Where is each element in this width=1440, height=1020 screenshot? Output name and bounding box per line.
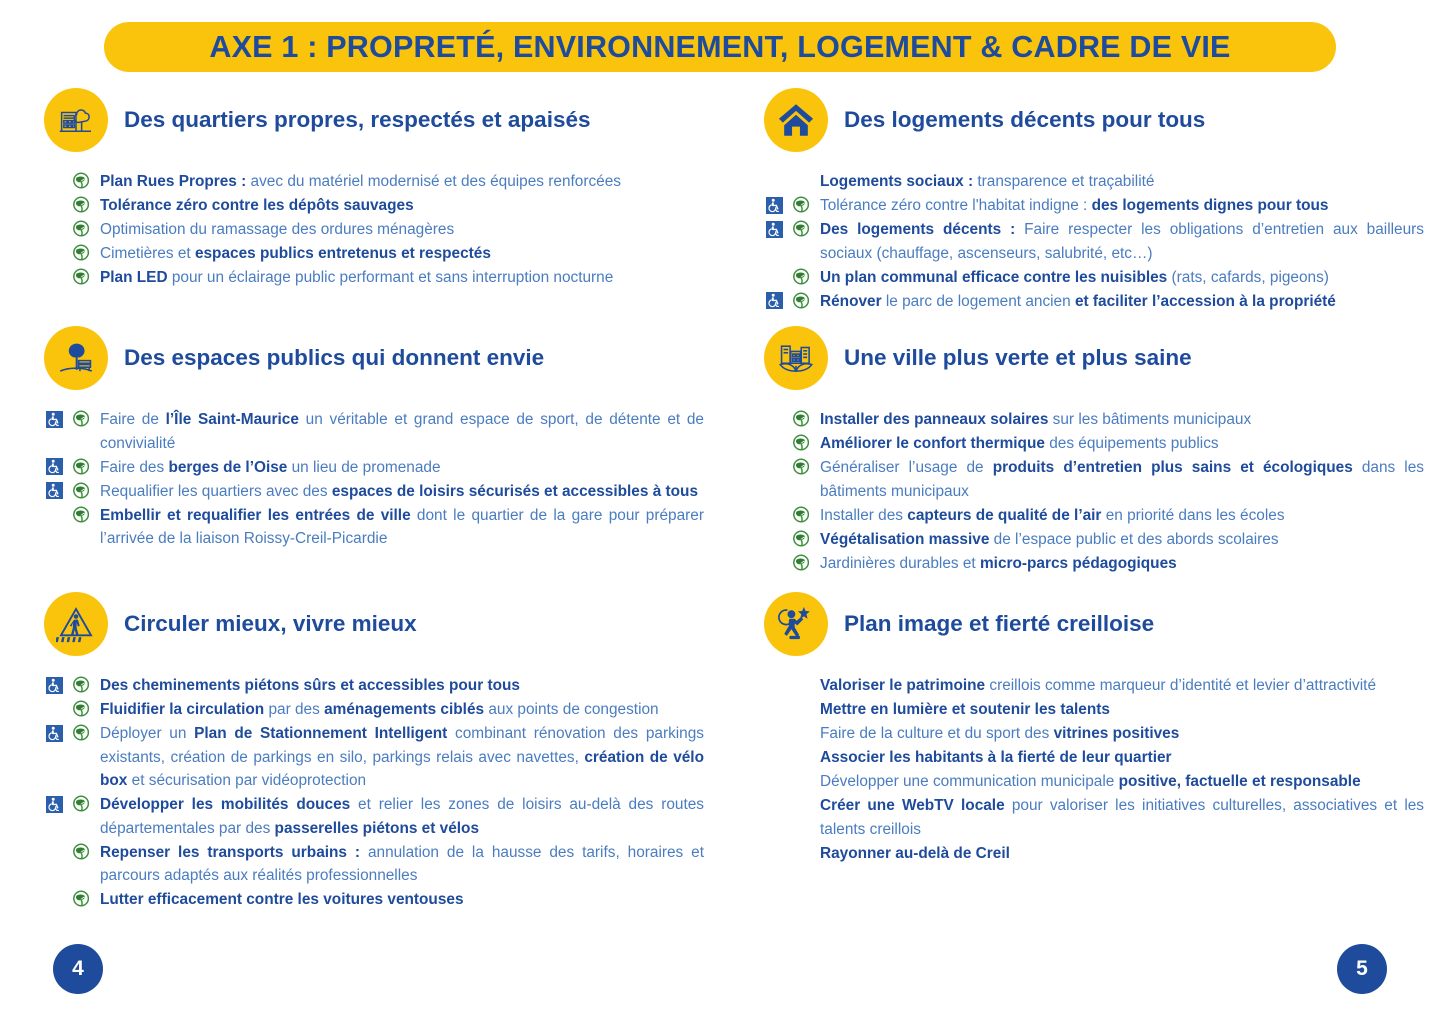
list-item xyxy=(44,504,704,551)
wheelchair-accessibility-icon xyxy=(46,796,63,813)
list-item xyxy=(764,528,1424,552)
list-item xyxy=(44,408,704,455)
emphasis-text: Des cheminements piétons sûrs et accessibles pour tous xyxy=(100,677,520,694)
emphasis-text: Repenser les transports urbains : xyxy=(100,843,361,861)
emphasis-text: produits d’entretien plus sains et écologiques xyxy=(992,459,1353,476)
list-item xyxy=(44,194,704,218)
list-item xyxy=(44,888,704,912)
list-item-text xyxy=(820,698,1424,722)
list-item-text xyxy=(820,194,1424,218)
wheelchair-accessibility-icon xyxy=(766,197,783,214)
emphasis-text: espaces de loisirs sécurisés et accessibles à tous xyxy=(331,482,699,500)
list-item xyxy=(764,408,1424,432)
list-item-text xyxy=(820,170,1424,194)
list-item-text xyxy=(820,770,1424,794)
body-text: le parc de logement ancien xyxy=(881,292,1075,310)
wheelchair-accessibility-icon xyxy=(766,292,783,309)
pedestrian-crossing-icon xyxy=(44,592,108,656)
body-text: de l’espace public et des abords scolaires xyxy=(989,530,1279,548)
eco-globe-leaf-icon xyxy=(792,433,811,452)
body-text: creillois comme marqueur d’identité et levier d’attractivité xyxy=(985,677,1376,694)
list-item-text xyxy=(100,888,704,912)
wheelchair-accessibility-icon xyxy=(46,725,63,742)
emphasis-text: Des logements décents : xyxy=(820,221,1016,238)
emphasis-text: capteurs de qualité de l’air xyxy=(907,506,1102,524)
list-item-text xyxy=(820,528,1424,552)
eco-globe-leaf-icon xyxy=(792,267,811,286)
green-city-icon xyxy=(764,326,828,390)
list-item-text xyxy=(100,722,704,793)
list-item-text xyxy=(820,408,1424,432)
eco-globe-leaf-icon xyxy=(792,409,811,428)
list-item-text xyxy=(820,746,1424,770)
list-item-text xyxy=(820,432,1424,456)
section-header xyxy=(44,326,704,390)
body-text: Faire des xyxy=(100,458,169,476)
body-text: Déployer un xyxy=(100,725,195,742)
list-item xyxy=(764,290,1424,314)
list-item-text xyxy=(100,480,704,504)
emphasis-text: création de vélo box xyxy=(100,748,704,789)
emphasis-text: Valoriser le patrimoine xyxy=(820,677,986,694)
emphasis-text: Fluidifier la circulation xyxy=(100,701,265,718)
body-text: Cimetières et xyxy=(100,245,195,262)
bullet-list xyxy=(764,408,1424,575)
body-text: Jardinières durables et xyxy=(820,554,980,572)
section-ville-verte xyxy=(764,326,1424,576)
body-text: pour valoriser les initiatives culturelles, associatives et les talents creillois xyxy=(820,797,1424,838)
wheelchair-accessibility-icon xyxy=(766,221,783,238)
wheelchair-accessibility-icon xyxy=(46,458,63,475)
section-logements-decents xyxy=(764,88,1424,314)
eco-globe-leaf-icon xyxy=(72,171,91,190)
emphasis-text: Plan de Stationnement Intelligent xyxy=(194,725,448,742)
bullet-list xyxy=(44,674,704,912)
body-text: un lieu de promenade xyxy=(287,458,441,476)
list-item-text xyxy=(100,194,704,218)
list-item xyxy=(764,842,1424,866)
list-item-text xyxy=(100,674,704,698)
emphasis-text: Un plan communal efficace contre les nuisibles xyxy=(820,268,1168,286)
list-item xyxy=(764,698,1424,722)
list-item xyxy=(764,504,1424,528)
emphasis-text: Plan Rues Propres : xyxy=(100,173,247,190)
eco-globe-leaf-icon xyxy=(72,243,91,262)
emphasis-text: Tolérance zéro contre les dépôts sauvages xyxy=(100,197,414,214)
axe-banner xyxy=(104,22,1336,72)
list-item xyxy=(764,674,1424,698)
list-item-text xyxy=(100,841,704,888)
list-item-text xyxy=(820,842,1424,866)
eco-globe-leaf-icon xyxy=(72,457,91,476)
eco-globe-leaf-icon xyxy=(72,219,91,238)
eco-globe-leaf-icon xyxy=(72,723,91,742)
emphasis-text: vitrines positives xyxy=(1053,725,1180,742)
list-item-text xyxy=(820,456,1424,503)
list-item-text xyxy=(100,793,704,840)
emphasis-text: berges de l’Oise xyxy=(168,458,288,476)
section-title: Des espaces publics qui donnent envie xyxy=(124,345,545,370)
body-text: un véritable et grand espace de sport, de détente et de convivialité xyxy=(100,411,704,452)
eco-globe-leaf-icon xyxy=(72,409,91,428)
list-item-text xyxy=(100,408,704,455)
emphasis-text: Rayonner au-delà de Creil xyxy=(820,844,1010,862)
body-text: et relier les zones de loisirs au-delà des routes départementales par des xyxy=(100,796,704,837)
list-item xyxy=(764,794,1424,841)
emphasis-text: Rénover xyxy=(820,292,882,310)
list-item-text xyxy=(100,170,704,194)
page-number-right: 5 xyxy=(1337,944,1387,994)
list-item xyxy=(764,218,1424,265)
list-item xyxy=(44,242,704,266)
body-text: Faire de xyxy=(100,411,166,428)
eco-globe-leaf-icon xyxy=(792,529,811,548)
body-text: par des xyxy=(264,701,325,718)
eco-globe-leaf-icon xyxy=(792,457,811,476)
eco-globe-leaf-icon xyxy=(72,889,91,908)
emphasis-text: Créer une WebTV locale xyxy=(820,797,1005,814)
body-text: Généraliser l’usage de xyxy=(820,459,993,476)
list-item xyxy=(764,746,1424,770)
wheelchair-accessibility-icon xyxy=(46,677,63,694)
list-item xyxy=(764,170,1424,194)
body-text: combinant rénovation des parkings existants, création de parkings en silo, parkings relais avec navettes, xyxy=(100,725,704,766)
eco-globe-leaf-icon xyxy=(72,675,91,694)
body-text: en priorité dans les écoles xyxy=(1101,506,1285,524)
emphasis-text: Associer les habitants à la fierté de leur quartier xyxy=(820,749,1172,766)
wheelchair-accessibility-icon xyxy=(46,482,63,499)
emphasis-text: micro-parcs pédagogiques xyxy=(979,554,1177,572)
emphasis-text: l’Île Saint-Maurice xyxy=(165,411,299,428)
list-item-text xyxy=(820,290,1424,314)
building-tree-icon xyxy=(44,88,108,152)
list-item xyxy=(764,266,1424,290)
section-header xyxy=(764,592,1424,656)
list-item xyxy=(44,266,704,290)
section-title: Des logements décents pour tous xyxy=(844,107,1206,132)
emphasis-text: Logements sociaux : xyxy=(820,173,974,190)
bullet-list xyxy=(764,674,1424,865)
house-icon xyxy=(764,88,828,152)
eco-globe-leaf-icon xyxy=(792,505,811,524)
section-quartiers-propres xyxy=(44,88,704,290)
list-item xyxy=(764,722,1424,746)
body-text: aux points de congestion xyxy=(484,701,659,718)
list-item-text xyxy=(820,674,1424,698)
eco-globe-leaf-icon xyxy=(72,505,91,524)
wheelchair-accessibility-icon xyxy=(46,411,63,428)
emphasis-text: Lutter efficacement contre les voitures ventouses xyxy=(100,891,464,908)
body-text: annulation de la hausse des tarifs, horaires et parcours adaptés aux réalités professionnelles xyxy=(100,843,704,884)
emphasis-text: Plan LED xyxy=(100,269,168,286)
eco-globe-leaf-icon xyxy=(792,291,811,310)
list-item xyxy=(44,218,704,242)
body-text: pour un éclairage public performant et sans interruption nocturne xyxy=(167,269,614,286)
bullet-list xyxy=(44,170,704,290)
list-item xyxy=(44,722,704,793)
list-item-text xyxy=(100,266,704,290)
body-text: Tolérance zéro contre l'habitat indigne : xyxy=(820,197,1092,214)
eco-globe-leaf-icon xyxy=(72,842,91,861)
body-text: Faire respecter les obligations d’entretien aux bailleurs sociaux (chauffage, ascenseurs, salubrité, etc…) xyxy=(820,221,1424,262)
list-item xyxy=(764,432,1424,456)
body-text: avec du matériel modernisé et des équipes renforcées xyxy=(246,173,621,190)
list-item-text xyxy=(100,698,704,722)
list-item xyxy=(764,770,1424,794)
eco-globe-leaf-icon xyxy=(72,481,91,500)
list-item xyxy=(764,552,1424,576)
bullet-list xyxy=(764,170,1424,313)
emphasis-text: passerelles piétons et vélos xyxy=(274,819,479,837)
body-text: dont le quartier de la gare pour préparer l’arrivée de la liaison Roissy-Creil-Picardie xyxy=(100,506,704,547)
body-text: (rats, cafards, pigeons) xyxy=(1167,268,1329,286)
emphasis-text: Installer des panneaux solaires xyxy=(820,411,1049,428)
eco-globe-leaf-icon xyxy=(792,195,811,214)
section-circuler-mieux xyxy=(44,592,704,912)
person-star-icon xyxy=(764,592,828,656)
page-number-left: 4 xyxy=(53,944,103,994)
body-text: Faire de la culture et du sport des xyxy=(820,725,1054,742)
emphasis-text: Améliorer le confort thermique xyxy=(820,435,1045,452)
list-item-text xyxy=(820,722,1424,746)
emphasis-text: Embellir et requalifier les entrées de ville xyxy=(100,506,411,524)
page-title: AXE 1 : PROPRETÉ, ENVIRONNEMENT, LOGEMENT & CADRE DE VIE xyxy=(209,29,1231,64)
section-title: Une ville plus verte et plus saine xyxy=(844,345,1192,370)
list-item xyxy=(44,456,704,480)
list-item xyxy=(44,480,704,504)
eco-globe-leaf-icon xyxy=(72,699,91,718)
section-header xyxy=(44,88,704,152)
emphasis-text: aménagements ciblés xyxy=(324,701,485,718)
emphasis-text: espaces publics entretenus et respectés xyxy=(194,245,491,262)
section-title: Des quartiers propres, respectés et apaisés xyxy=(124,107,591,132)
list-item xyxy=(44,170,704,194)
body-text: transparence et traçabilité xyxy=(973,173,1155,190)
list-item xyxy=(764,194,1424,218)
section-title: Circuler mieux, vivre mieux xyxy=(124,611,417,636)
eco-globe-leaf-icon xyxy=(792,219,811,238)
list-item-text xyxy=(820,266,1424,290)
list-item-text xyxy=(820,552,1424,576)
tree-bench-icon xyxy=(44,326,108,390)
body-text: Requalifier les quartiers avec des xyxy=(100,482,332,500)
bullet-list xyxy=(44,408,704,551)
emphasis-text: Mettre en lumière et soutenir les talents xyxy=(820,701,1110,718)
emphasis-text: Développer les mobilités douces xyxy=(100,796,351,813)
list-item-text xyxy=(100,504,704,551)
section-header xyxy=(44,592,704,656)
list-item xyxy=(764,456,1424,503)
list-item-text xyxy=(820,794,1424,841)
emphasis-text: Végétalisation massive xyxy=(820,530,990,548)
body-text: et sécurisation par vidéoprotection xyxy=(127,772,367,789)
list-item xyxy=(44,674,704,698)
body-text: Optimisation du ramassage des ordures ménagères xyxy=(100,221,455,238)
emphasis-text: et faciliter l’accession à la propriété xyxy=(1074,292,1336,310)
emphasis-text: des logements dignes pour tous xyxy=(1091,197,1329,214)
list-item xyxy=(44,841,704,888)
list-item-text xyxy=(100,242,704,266)
list-item xyxy=(44,793,704,840)
eco-globe-leaf-icon xyxy=(72,794,91,813)
list-item-text xyxy=(820,504,1424,528)
list-item-text xyxy=(100,218,704,242)
emphasis-text: positive, factuelle et responsable xyxy=(1118,773,1361,790)
body-text: sur les bâtiments municipaux xyxy=(1048,411,1252,428)
section-title: Plan image et fierté creilloise xyxy=(844,611,1155,636)
section-header xyxy=(764,88,1424,152)
list-item-text xyxy=(820,218,1424,265)
body-text: Installer des xyxy=(820,506,908,524)
body-text: dans les bâtiments municipaux xyxy=(820,459,1424,500)
list-item xyxy=(44,698,704,722)
eco-globe-leaf-icon xyxy=(792,553,811,572)
body-text: des équipements publics xyxy=(1044,435,1219,452)
body-text: Développer une communication municipale xyxy=(820,773,1119,790)
section-plan-image xyxy=(764,592,1424,866)
eco-globe-leaf-icon xyxy=(72,267,91,286)
list-item-text xyxy=(100,456,704,480)
eco-globe-leaf-icon xyxy=(72,195,91,214)
section-header xyxy=(764,326,1424,390)
section-espaces-publics xyxy=(44,326,704,551)
